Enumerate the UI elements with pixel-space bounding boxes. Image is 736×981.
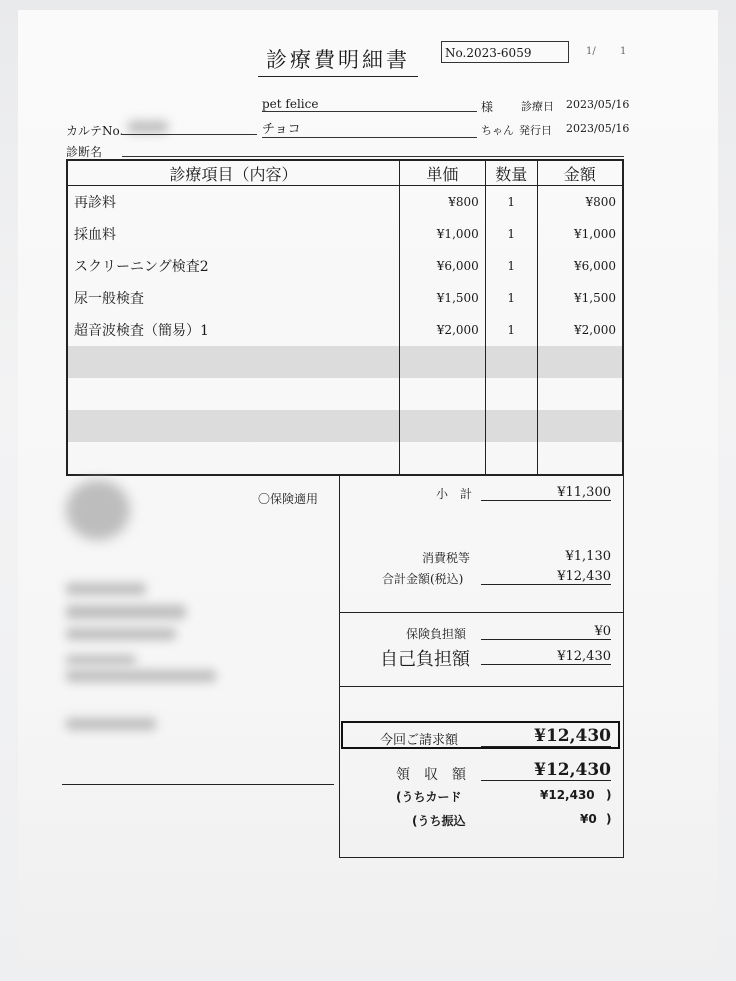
issue-date-label: 発行日 — [519, 124, 552, 137]
quantity: 1 — [485, 282, 537, 314]
unit-price: ¥6,000 — [399, 250, 485, 282]
owner-suffix: 様 — [481, 100, 494, 114]
quantity: 1 — [485, 314, 537, 346]
redacted-clinic-info — [66, 583, 146, 595]
chart-no-underline — [122, 134, 257, 135]
quantity: 1 — [485, 218, 537, 250]
empty-row — [67, 442, 623, 475]
items-table — [66, 159, 624, 476]
redacted-clinic-info — [66, 655, 136, 665]
table-row — [67, 186, 623, 219]
billing-label: 今回ご請求額 — [380, 733, 459, 748]
transfer-value: ¥0 — [580, 812, 597, 826]
empty-row — [67, 378, 623, 410]
table-header-row — [67, 160, 623, 186]
totals-divider — [339, 686, 624, 687]
redacted-clinic-info — [66, 670, 216, 682]
total-value: ¥12,430 — [481, 569, 611, 585]
pet-suffix: ちゃん — [481, 124, 514, 137]
item-name: 超音波検査（簡易）1 — [67, 314, 399, 346]
diagnosis-underline — [122, 156, 624, 157]
quantity: 1 — [485, 250, 537, 282]
received-label: 領 収 額 — [396, 767, 466, 783]
item-name: 採血料 — [67, 218, 399, 250]
diagnosis-label: 診断名 — [66, 145, 103, 159]
issue-date: 2023/05/16 — [566, 122, 630, 135]
signature-line — [62, 784, 334, 785]
page-current: 1/ — [586, 46, 596, 57]
pet-name: チョコ — [262, 118, 477, 138]
card-close-paren: ) — [606, 788, 612, 802]
column-header-qty: 数量 — [485, 160, 537, 186]
unit-price: ¥1,000 — [399, 218, 485, 250]
amount: ¥1,000 — [537, 218, 623, 250]
unit-price: ¥1,500 — [399, 282, 485, 314]
empty-row — [67, 346, 623, 378]
card-label: (うちカード — [396, 790, 462, 804]
table-row — [67, 218, 623, 250]
document-number: No.2023-6059 — [441, 41, 569, 63]
item-name: スクリーニング検査2 — [67, 250, 399, 282]
insurance-share-value: ¥0 — [481, 624, 611, 640]
totals-divider — [339, 612, 624, 613]
empty-row — [67, 410, 623, 442]
redacted-chart-no — [128, 121, 168, 133]
subtotal-value: ¥11,300 — [481, 485, 611, 501]
visit-date: 2023/05/16 — [566, 98, 630, 111]
self-pay-label: 自己負担額 — [380, 649, 470, 670]
document-title: 診療費明細書 — [258, 44, 418, 77]
column-header-unit-price: 単価 — [399, 160, 485, 186]
tax-label: 消費税等 — [422, 551, 471, 565]
insurance-applied-label: 〇保険適用 — [258, 492, 319, 506]
amount: ¥1,500 — [537, 282, 623, 314]
column-header-amount: 金額 — [537, 160, 623, 186]
table-row — [67, 282, 623, 314]
redacted-clinic-logo — [66, 480, 130, 540]
amount: ¥2,000 — [537, 314, 623, 346]
redacted-clinic-info — [66, 718, 156, 730]
item-name: 再診料 — [67, 186, 399, 219]
subtotal-label: 小 計 — [436, 487, 473, 501]
unit-price: ¥800 — [399, 186, 485, 219]
amount: ¥800 — [537, 186, 623, 219]
transfer-label: (うち振込 — [412, 814, 466, 828]
quantity: 1 — [485, 186, 537, 219]
item-name: 尿一般検査 — [67, 282, 399, 314]
visit-date-label: 診療日 — [521, 100, 554, 113]
owner-name: pet felice — [262, 97, 477, 112]
column-header-item: 診療項目（内容） — [67, 160, 399, 186]
table-row — [67, 250, 623, 282]
table-row — [67, 314, 623, 346]
billing-value: ¥12,430 — [481, 726, 611, 747]
card-value: ¥12,430 — [540, 788, 595, 802]
amount: ¥6,000 — [537, 250, 623, 282]
redacted-clinic-info — [66, 628, 176, 640]
page-total: 1 — [620, 46, 627, 57]
insurance-share-label: 保険負担額 — [406, 627, 467, 641]
tax-value: ¥1,130 — [565, 549, 611, 564]
unit-price: ¥2,000 — [399, 314, 485, 346]
transfer-close-paren: ) — [606, 812, 612, 826]
self-pay-value: ¥12,430 — [481, 649, 611, 665]
redacted-clinic-info — [66, 605, 186, 619]
total-label: 合計金額(税込) — [382, 572, 464, 586]
chart-no-label: カルテNo. — [66, 124, 124, 138]
received-value: ¥12,430 — [481, 760, 611, 781]
